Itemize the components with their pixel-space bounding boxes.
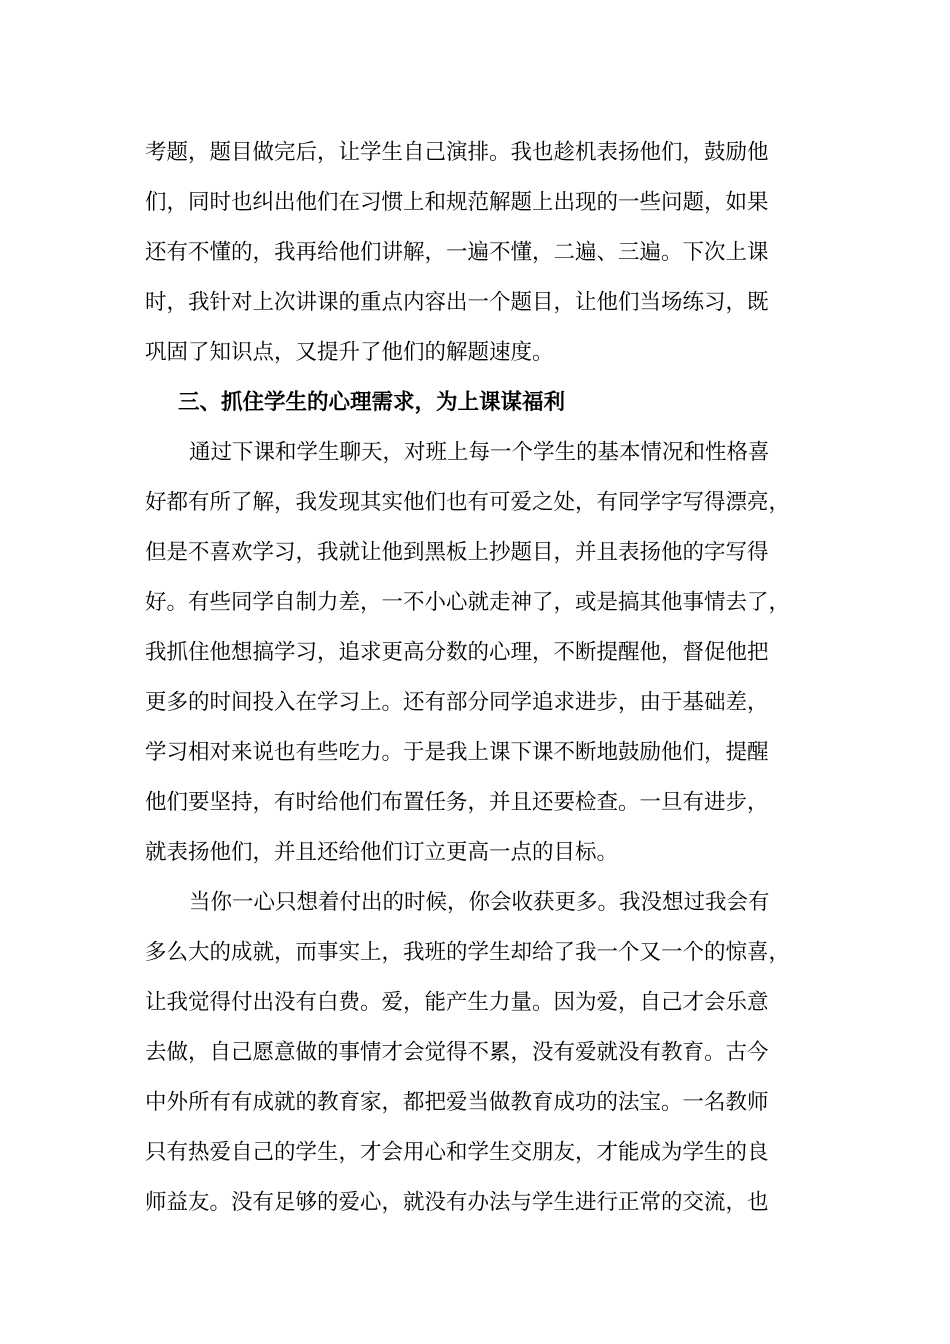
text-line: 多么大的成就，而事实上，我班的学生却给了我一个又一个的惊喜，	[145, 940, 791, 965]
text-line: 学习相对来说也有些吃力。于是我上课下课不断地鼓励他们，提醒	[145, 740, 769, 765]
text-line: 让我觉得付出没有白费。爱，能产生力量。因为爱，自己才会乐意	[145, 990, 769, 1015]
paragraph-love-education	[145, 878, 815, 1228]
text-line: 巩固了知识点，又提升了他们的解题速度。	[145, 340, 554, 365]
paragraph-student-needs	[145, 428, 815, 878]
text-line: 们，同时也纠出他们在习惯上和规范解题上出现的一些问题，如果	[145, 190, 769, 215]
text-line: 更多的时间投入在学习上。还有部分同学追求进步，由于基础差，	[145, 690, 769, 715]
document-body	[145, 128, 815, 1228]
text-line: 通过下课和学生聊天，对班上每一个学生的基本情况和性格喜	[189, 440, 770, 465]
text-line: 我抓住他想搞学习，追求更高分数的心理，不断提醒他，督促他把	[145, 640, 769, 665]
section-heading: 三、抓住学生的心理需求，为上课谋福利	[178, 390, 566, 415]
text-line: 好。有些同学自制力差，一不小心就走神了，或是搞其他事情去了，	[145, 590, 791, 615]
text-line: 但是不喜欢学习，我就让他到黑板上抄题目，并且表扬他的字写得	[145, 540, 769, 565]
text-line: 还有不懂的，我再给他们讲解，一遍不懂，二遍、三遍。下次上课	[145, 240, 769, 265]
text-line: 他们要坚持，有时给他们布置任务，并且还要检查。一旦有进步，	[145, 790, 769, 815]
paragraph-continued	[145, 128, 815, 378]
text-line: 去做，自己愿意做的事情才会觉得不累，没有爱就没有教育。古今	[145, 1040, 769, 1065]
text-line: 当你一心只想着付出的时候，你会收获更多。我没想过我会有	[189, 890, 770, 915]
text-line: 师益友。没有足够的爱心，就没有办法与学生进行正常的交流，也	[145, 1190, 769, 1215]
text-line: 考题，题目做完后，让学生自己演排。我也趁机表扬他们，鼓励他	[145, 140, 769, 165]
text-line: 时，我针对上次讲课的重点内容出一个题目，让他们当场练习，既	[145, 290, 769, 315]
text-line: 只有热爱自己的学生，才会用心和学生交朋友，才能成为学生的良	[145, 1140, 769, 1165]
text-line: 中外所有有成就的教育家，都把爱当做教育成功的法宝。一名教师	[145, 1090, 769, 1115]
text-line: 好都有所了解，我发现其实他们也有可爱之处，有同学字写得漂亮，	[145, 490, 791, 515]
text-line: 就表扬他们，并且还给他们订立更高一点的目标。	[145, 840, 619, 865]
